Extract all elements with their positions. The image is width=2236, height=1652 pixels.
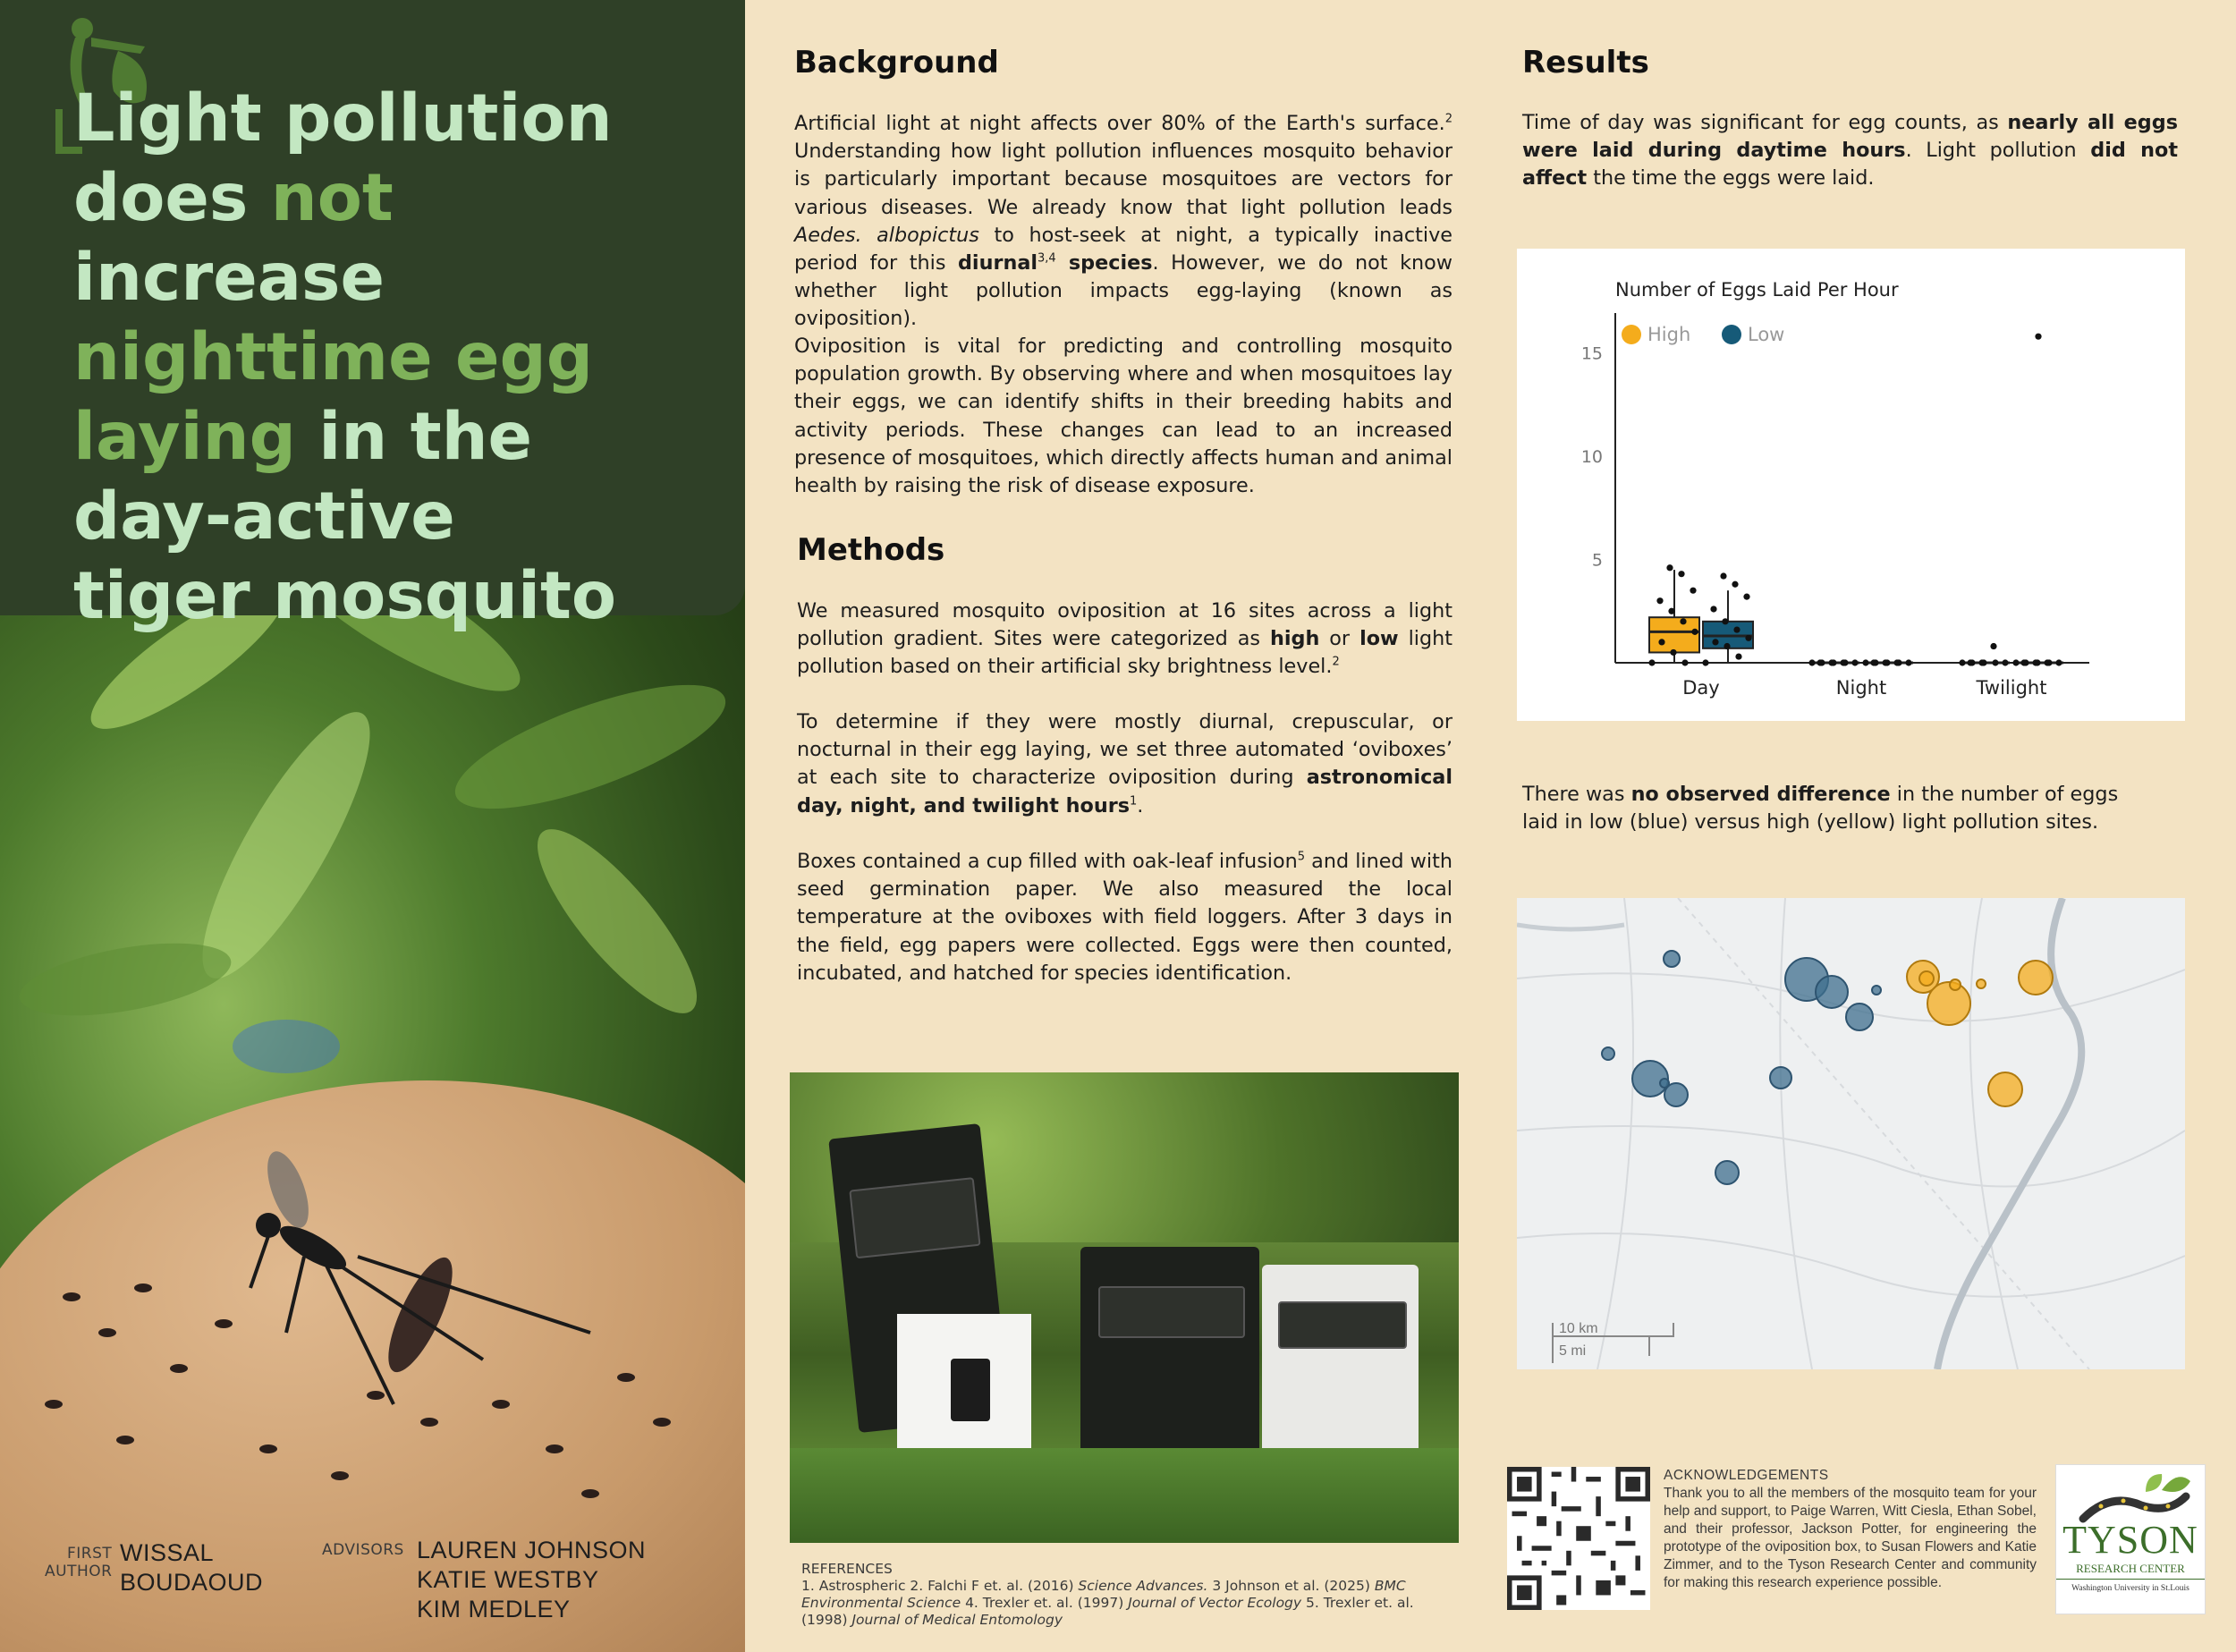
data-point xyxy=(1828,659,1834,665)
advisor-names: LAUREN JOHNSON KATIE WESTBY KIM MEDLEY xyxy=(417,1537,647,1622)
first-author-caption-2: AUTHOR xyxy=(45,1563,113,1580)
y-tick-label: 10 xyxy=(1580,447,1603,468)
data-point xyxy=(1732,581,1738,588)
first-author-name: WISSAL BOUDAOUD xyxy=(120,1539,264,1596)
map-site-marker xyxy=(1770,1067,1791,1089)
acknowledgements-heading: ACKNOWLEDGEMENTS xyxy=(1664,1468,1829,1483)
ovibox-middle xyxy=(1080,1247,1259,1466)
data-point xyxy=(1691,629,1698,635)
poster-title: Light pollution does not increase nighttime egg laying in the day-active tiger mosquito xyxy=(73,80,617,634)
acknowledgements xyxy=(1664,1467,2037,1592)
data-point xyxy=(1666,564,1673,571)
scale-mi-label: 5 mi xyxy=(1559,1343,1587,1359)
data-point xyxy=(1808,659,1815,665)
data-point xyxy=(1851,659,1858,665)
data-point xyxy=(1882,659,1888,665)
map-site-marker xyxy=(1988,1072,2022,1106)
data-point xyxy=(1670,649,1676,656)
left-column xyxy=(0,0,745,1652)
data-point xyxy=(2020,659,2027,665)
site-map-svg xyxy=(1517,898,2185,1369)
advisors-caption: ADVISORS xyxy=(322,1541,404,1559)
qr-code-icon xyxy=(1507,1467,1650,1610)
tyson-name: TYSON xyxy=(2062,1518,2198,1562)
map-site-marker xyxy=(1715,1161,1739,1184)
first-author-caption: FIRST xyxy=(67,1545,113,1563)
scale-bar xyxy=(1553,1321,1673,1363)
data-point xyxy=(2035,334,2041,340)
references-heading: REFERENCES xyxy=(801,1561,893,1577)
legend-label: Low xyxy=(1748,324,1785,345)
map-site-marker xyxy=(2019,961,2053,995)
data-point xyxy=(1905,659,1911,665)
results-paragraph-2: There was no observed difference in the number of eggs laid in low (blue) versus high (yellow) light pollution sites. xyxy=(1522,783,2119,834)
acknowledgements-text: Thank you to all the members of the mosquito team for your help and support, to Paige Warren, Witt Ciesla, Ethan Sobel, and their professor, Jackson Potter, for engineering the prototype of the oviposition box, to Susan Flowers and Katie Zimmer, and to the Tyson Research Center and community for making this research experience possible. xyxy=(1664,1486,2037,1590)
data-point xyxy=(1817,659,1823,665)
data-point xyxy=(1648,659,1655,665)
data-point xyxy=(1690,588,1696,594)
data-point xyxy=(1743,594,1749,600)
data-point xyxy=(1862,659,1868,665)
legend-swatch xyxy=(1622,325,1641,344)
data-point xyxy=(1733,626,1740,632)
river xyxy=(1937,898,2081,1369)
author-credits xyxy=(0,1525,745,1652)
map-site-marker xyxy=(1664,1083,1688,1106)
data-point xyxy=(1702,659,1708,665)
scale-km-label: 10 km xyxy=(1559,1321,1598,1336)
data-point xyxy=(1967,659,1973,665)
methods-paragraph-1: We measured mosquito oviposition at 16 sites across a light pollution gradient. Sites were categorized as high or low light pollution based on their artificial sky brightness level.$^2$ xyxy=(797,599,1453,679)
data-point xyxy=(1724,643,1730,649)
ovibox-field-photo xyxy=(790,1072,1459,1543)
qr-code[interactable] xyxy=(1507,1467,1650,1610)
map-site-marker xyxy=(1950,979,1961,990)
data-point xyxy=(1745,635,1751,641)
legend-swatch xyxy=(1722,325,1741,344)
tyson-sub: RESEARCH CENTER xyxy=(2056,1562,2205,1580)
egg-chart xyxy=(1517,249,2185,721)
ground-foliage xyxy=(790,1448,1459,1543)
egg-chart-svg xyxy=(1517,249,2185,721)
x-tick-label: Twilight xyxy=(1976,677,2047,699)
data-point xyxy=(1735,653,1741,659)
tyson-univ: Washington University in St.Louis xyxy=(2071,1584,2189,1593)
x-tick-label: Day xyxy=(1682,677,1720,699)
data-point xyxy=(1893,659,1900,665)
map-site-marker xyxy=(1977,979,1986,988)
data-point xyxy=(2002,659,2008,665)
data-point xyxy=(2032,659,2038,665)
y-tick-label: 15 xyxy=(1580,343,1603,364)
legend-label: High xyxy=(1647,324,1691,345)
chart-title: Number of Eggs Laid Per Hour xyxy=(1615,279,1899,301)
data-point xyxy=(1720,572,1726,579)
data-point xyxy=(1656,597,1663,604)
background-heading: Background xyxy=(794,45,999,80)
infusion-cup xyxy=(951,1359,990,1421)
y-tick-label: 5 xyxy=(1591,550,1603,571)
site-map xyxy=(1517,898,2185,1369)
references-text: 1. Astrospheric 2. Falchi F et. al. (2016) Science Advances. 3 Johnson et al. (2025) BMC Environmental Science 4. Trexler et. al. (1997) Journal of Vector Ecology 5. Trexler et. al. (1998) Journal of Medical Entomology xyxy=(801,1578,1414,1628)
methods-paragraph-3: Boxes contained a cup filled with oak-leaf infusion$^5$ and lined with seed germination paper. We also measured the local temperature at the oviboxes with field loggers. After 3 days in the field, egg papers were collected. Eggs were then counted, incubated, and hatched for species identification. xyxy=(797,850,1453,985)
data-point xyxy=(1681,659,1688,665)
map-site-marker xyxy=(1927,982,1970,1025)
data-point xyxy=(1990,643,1996,649)
map-site-marker xyxy=(1664,951,1680,967)
title-panel xyxy=(0,0,745,634)
map-site-marker xyxy=(1816,976,1848,1008)
data-point xyxy=(1978,659,1985,665)
tyson-research-center-logo xyxy=(2055,1464,2206,1614)
data-point xyxy=(1722,618,1728,624)
data-point xyxy=(2055,659,2062,665)
mosquito-illustration xyxy=(0,1029,745,1521)
map-site-marker xyxy=(1846,1004,1873,1030)
data-point xyxy=(1658,639,1664,645)
data-point xyxy=(1678,571,1684,577)
map-site-marker xyxy=(1872,986,1881,995)
data-point xyxy=(1870,659,1876,665)
data-point xyxy=(1710,606,1716,612)
data-point xyxy=(1712,639,1718,645)
x-tick-label: Night xyxy=(1835,677,1887,699)
data-point xyxy=(1959,659,1965,665)
data-point xyxy=(1680,618,1686,624)
results-paragraph-1: Time of day was significant for egg counts, as nearly all eggs were laid during daytime hours. Light pollution did not affect the time the eggs were laid. xyxy=(1522,111,2178,191)
references xyxy=(801,1561,1463,1629)
box-body xyxy=(1649,617,1699,652)
map-site-marker xyxy=(1602,1047,1614,1060)
methods-paragraph-2: To determine if they were mostly diurnal, crepuscular, or nocturnal in their egg laying, we set three automated ‘oviboxes’ at each site to characterize oviposition during astronomical day, night, and twilight hours$^1$. xyxy=(797,710,1453,818)
ovibox-right xyxy=(1262,1265,1419,1466)
data-point xyxy=(2012,659,2019,665)
data-point xyxy=(1840,659,1846,665)
data-point xyxy=(2044,659,2050,665)
data-point xyxy=(1992,659,1998,665)
methods-heading: Methods xyxy=(797,532,945,568)
results-heading: Results xyxy=(1522,45,1649,80)
background-paragraph-2: Oviposition is vital for predicting and controlling mosquito population growth. By observing where and when mosquitoes lay their eggs, we can identify shifts in their breeding habits and activity periods. These changes can lead to an increased presence of mosquitoes, which directly affects human and animal health by raising the risk of disease exposure. xyxy=(794,335,1453,498)
data-point xyxy=(1668,608,1674,614)
map-site-marker xyxy=(1919,971,1934,986)
background-paragraph-1: Artificial light at night affects over 80% of the Earth's surface.$^2$ Understanding how light pollution influences mosquito behavior is particularly important because mosquitoes are vectors for various diseases. We already know that light pollution leads Aedes. albopictus to host-seek at night, a typically inactive period for this diurnal$^{3,4}$ species. However, we do not know whether light pollution impacts egg-laying (known as oviposition). xyxy=(794,112,1453,331)
